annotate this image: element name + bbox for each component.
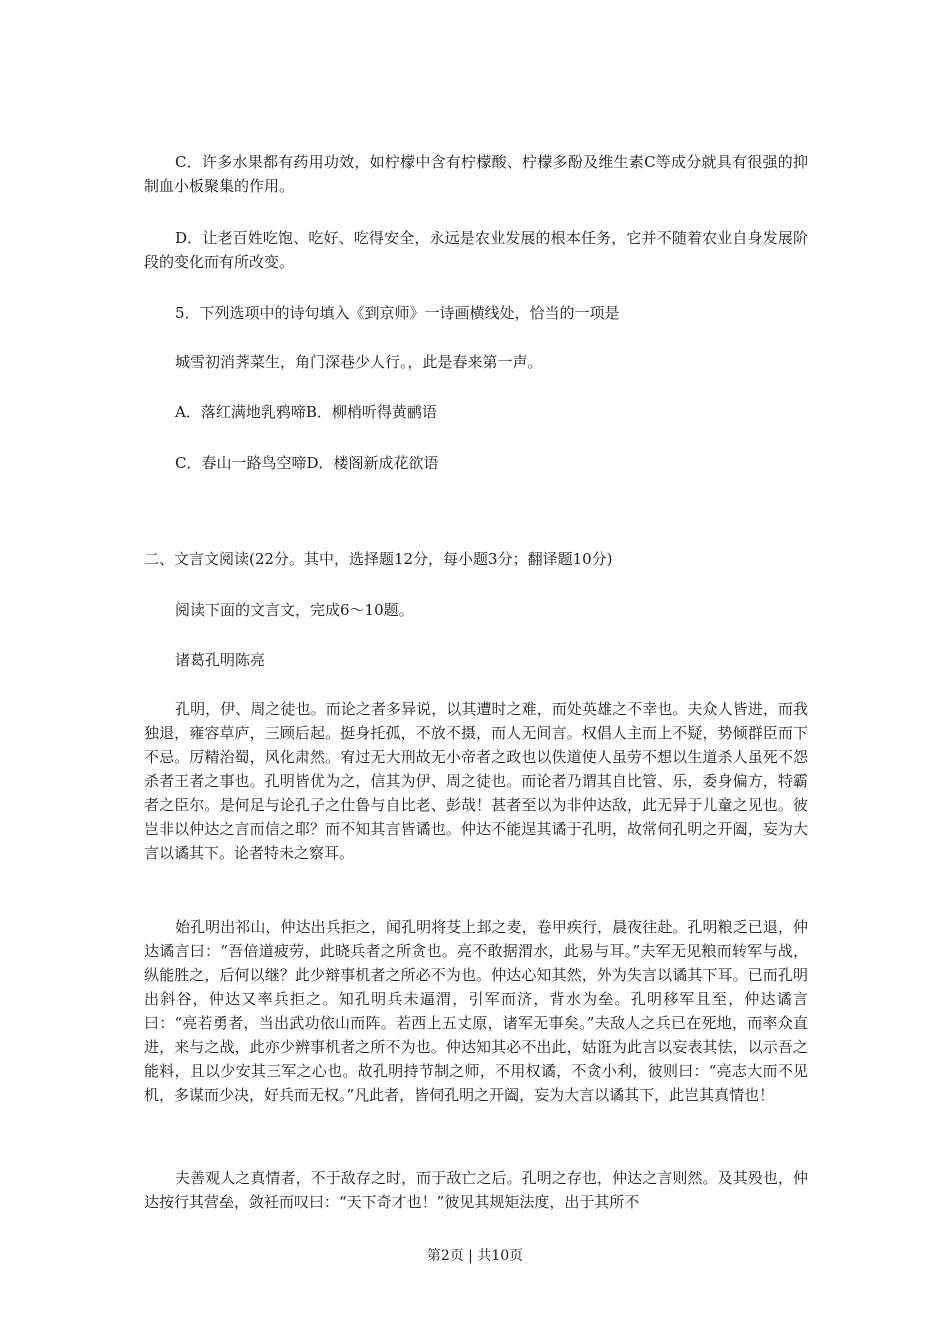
section-2-heading: 二、文言文阅读(22分。其中，选择题12分，每小题3分；翻译题10分) xyxy=(144,550,613,568)
option-4d: D．让老百姓吃饱、吃好、吃得安全，永远是农业发展的根本任务，它并不随着农业自身发展阶段的变化而有所改变。 xyxy=(144,229,808,271)
page-footer: 第2页 | 共10页 xyxy=(426,1248,524,1264)
article-paragraph-1: 孔明，伊、周之徒也。而论之者多异说，以其遭时之难，而处英雄之不幸也。夫众人皆进，而我独退，雍容草庐，三顾后起。挺身托孤，不放不摄，而人无间言。权倡人主而上不疑，势倾群臣而下不忌。厉精治蜀，风化肃然。宥过无大刑故无小帝者之政也以佚道使人虽劳不想以生道杀人虽死不怨杀者王者之事也。孔明皆优为之，信其为伊、周之徒也。而论者乃谓其自比管、乐，委身偏方，特霸者之臣尔。是何足与论孔子之仕鲁与自比老、彭哉！甚者至以为非仲达敌，此无异于儿童之见也。彼岂非以仲达之言而信之耶？而不知其言皆谲也。仲达不能逞其谲于孔明，故常伺孔明之开阖，妄为大言以谲其下。论者特未之察耳。 xyxy=(144,700,808,862)
article-paragraph-3: 夫善观人之真情者，不于敌存之时，而于敌亡之后。孔明之存也，仲达之言则然。及其殁也，仲达按行其营垒，敛衽而叹曰：“天下奇才也！”彼见其规矩法度，出于其所不 xyxy=(144,1169,808,1211)
question-5-options-cd: C．春山一路鸟空啼D．楼阁新成花欲语 xyxy=(175,454,439,472)
article-title: 诸葛孔明陈亮 xyxy=(175,651,266,669)
option-4c: C．许多水果都有药用功效，如柠檬中含有柠檬酸、柠檬多酚及维生素C等成分就具有很强的抑制血小板聚集的作用。 xyxy=(144,153,808,195)
question-5-stem: 5．下列选项中的诗句填入《到京师》一诗画横线处，恰当的一项是 xyxy=(175,304,620,322)
question-5-options-ab: A．落红满地乳鸦啼B．柳梢听得黄鹂语 xyxy=(175,403,437,421)
article-paragraph-2: 始孔明出祁山，仲达出兵拒之，闻孔明将芟上邽之麦，卷甲疾行，晨夜往赴。孔明粮乏已退，仲达谲言曰：“吾倍道疲劳，此晓兵者之所贪也。亮不敢据渭水，此易与耳。”夫军无见粮而转军与战，纵能胜之，后何以继？此少辩事机者之所必不为也。仲达心知其然，外为失言以谲其下耳。已而孔明出斜谷，仲达又率兵拒之。知孔明兵未逼渭，引军而济，背水为垒。孔明移军且至，仲达谲言曰：“亮若勇者，当出武功依山而阵。若西上五丈原，诸军无事矣。”夫敌人之兵已在死地，而率众直进，来与之战，此亦少辨事机者之所不为也。仲达知其必不出此，姑诳为此言以妄表其怯，以示吾之能料，且以少安其三军之心也。故孔明持节制之师，不用权谲，不贪小利，彼则曰：“亮志大而不见机，多谋而少决，好兵而无权。”凡此者，皆伺孔明之开阖，妄为大言以谲其下，此岂其真情也！ xyxy=(144,918,808,1104)
question-5-poem: 城雪初消荠菜生，角门深巷少人行。，此是春来第一声。 xyxy=(175,353,543,371)
reading-instruction: 阅读下面的文言文，完成6～10题。 xyxy=(175,601,414,619)
